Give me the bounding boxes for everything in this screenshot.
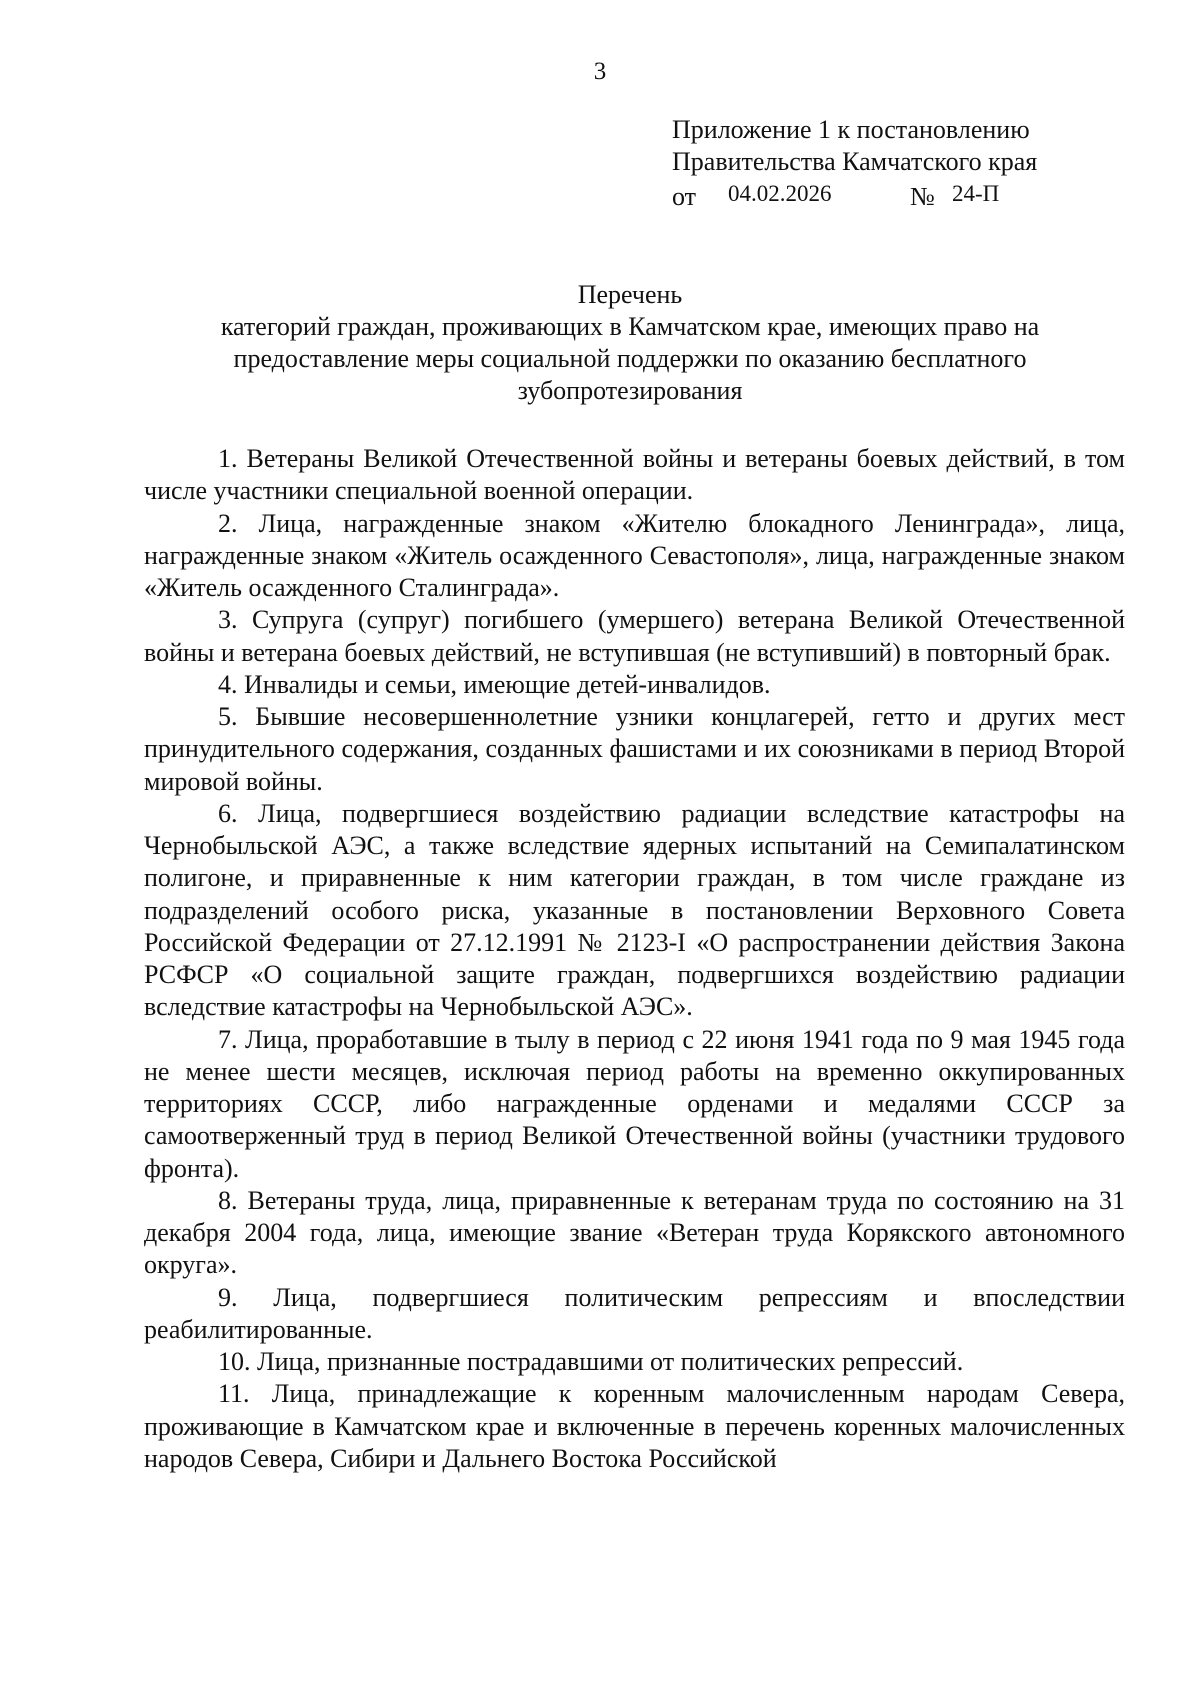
appendix-line-2: Правительства Камчатского края	[672, 147, 1038, 176]
list-item: 10. Лица, признанные пострадавшими от политических репрессий.	[218, 1347, 964, 1376]
from-label: от	[672, 182, 697, 211]
list-item: 6. Лица, подвергшиеся воздействию радиации вследствие катастрофы на Чернобыльской АЭС, а также вследствие ядерных испытаний на Семипалатинском полигоне, и приравненные к ним категории граждан, в том числе граждане из подразделений особого риска, указанные в постановлении Верховного Совета Российской Федерации от 27.12.1991 № 2123-I «О распространении действия Закона РСФСР «О социальной защите граждан, подвергшихся воздействию радиации вследствие катастрофы на Чернобыльской АЭС».	[144, 798, 1125, 1022]
title-line-1: Перечень	[577, 280, 683, 309]
title-line-2: категорий граждан, проживающих в Камчатском крае, имеющих право на	[220, 312, 1040, 341]
appendix-date-line	[672, 178, 1037, 213]
list-item: 9. Лица, подвергшиеся политическим репрессиям и впоследствии реабилитированные.	[144, 1282, 1125, 1344]
page-number: 3	[593, 58, 607, 85]
list-item: 8. Ветераны труда, лица, приравненные к ветеранам труда по состоянию на 31 декабря 2004 года, лица, имеющие звание «Ветеран труда Корякского автономного округа».	[144, 1185, 1125, 1280]
list-item: 4. Инвалиды и семьи, имеющие детей-инвалидов.	[218, 669, 771, 699]
category-list	[144, 443, 1125, 1475]
title-line-3: предоставление меры социальной поддержки по оказанию бесплатного	[233, 344, 1027, 373]
list-item: 7. Лица, проработавшие в тылу в период с 22 июня 1941 года по 9 мая 1945 года не менее шести месяцев, исключая период работы на временно оккупированных территориях СССР, либо награжденные орденами и медалями СССР за самоотверженный труд в период Великой Отечественной войны (участники трудового фронта).	[144, 1024, 1125, 1183]
document-date: 04.02.2026	[728, 181, 832, 206]
number-sign: №	[910, 182, 935, 211]
list-item: 3. Супруга (супруг) погибшего (умершего) ветерана Великой Отечественной войны и ветерана боевых действий, не вступившая (не вступивший) в повторный брак.	[144, 605, 1125, 667]
document-title	[140, 279, 1120, 407]
list-item: 11. Лица, принадлежащие к коренным малочисленным народам Севера, проживающие в Камчатском крае и включенные в перечень коренных малочисленных народов Севера, Сибири и Дальнего Востока Российской	[144, 1379, 1125, 1473]
document-number: 24-П	[952, 181, 1000, 206]
list-item: 1. Ветераны Великой Отечественной войны и ветераны боевых действий, в том числе участники специальной военной операции.	[144, 444, 1125, 506]
list-item: 5. Бывшие несовершеннолетние узники концлагерей, гетто и других мест принудительного содержания, созданных фашистами и их союзниками в период Второй мировой войны.	[144, 702, 1125, 796]
list-item: 2. Лица, награжденные знаком «Жителю блокадного Ленинграда», лица, награжденные знаком «Житель осажденного Севастополя», лица, награжденные знаком «Житель осажденного Сталинграда».	[144, 508, 1125, 602]
appendix-line-1: Приложение 1 к постановлению	[672, 115, 1030, 144]
title-line-4: зубопротезирования	[517, 376, 743, 405]
appendix-header	[672, 114, 1037, 213]
